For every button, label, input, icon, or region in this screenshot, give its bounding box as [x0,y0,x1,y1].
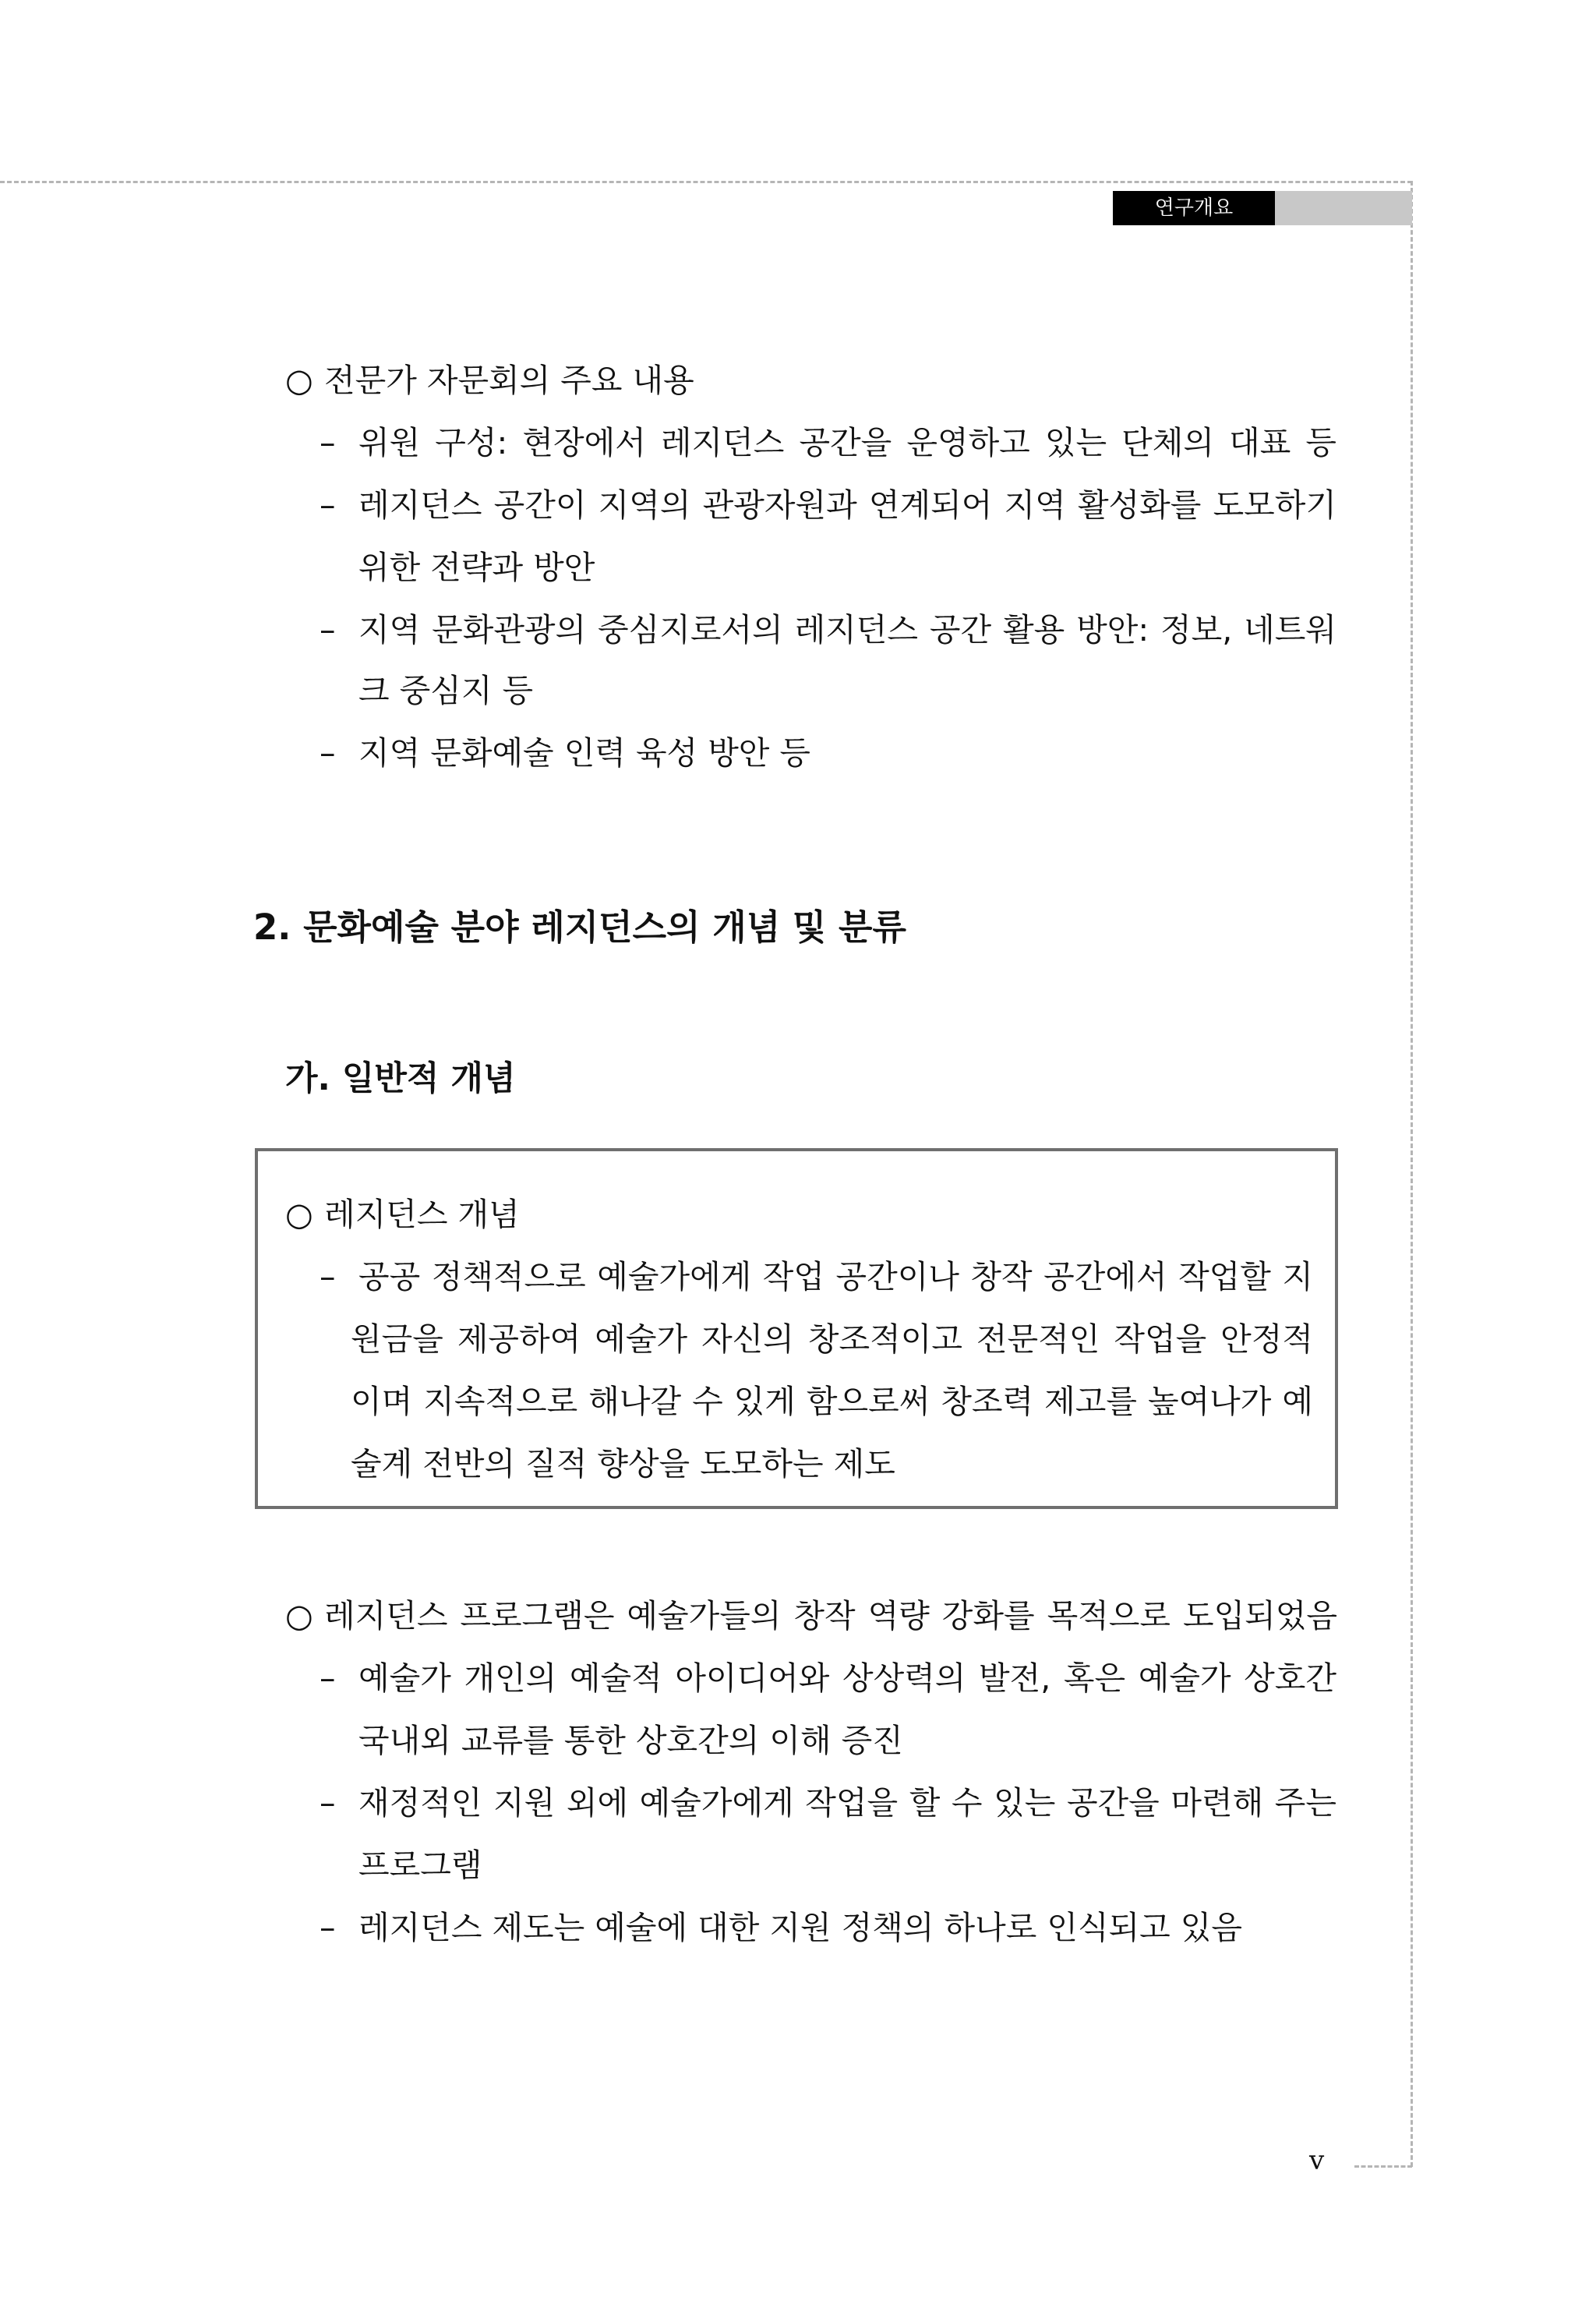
concept-box-line-4: 술계 전반의 질적 향상을 도모하는 제도 [351,1445,895,1483]
concept-box-line-1: – 공공 정책적으로 예술가에게 작업 공간이나 창작 공간에서 작업할 지 [320,1255,1313,1299]
bottom-dashed-border [1354,2165,1412,2168]
dash-bullet: – [320,424,336,461]
page-number: v [1309,2145,1325,2176]
section1-item-3: – 지역 문화관광의 중심지로서의 레지던스 공간 활용 방안: 정보, 네트워 [320,608,1336,652]
section1-item-2: – 레지던스 공간이 지역의 관광자원과 연계되어 지역 활성화를 도모하기 [320,483,1336,527]
dash-bullet: – [320,734,336,772]
concept-box-line-2: 원금을 제공하여 예술가 자신의 창조적이고 전문적인 작업을 안정적 [351,1320,1313,1358]
section2-title: ○ 레지던스 프로그램은 예술가들의 창작 역량 강화를 목적으로 도입되었음 [285,1594,1337,1638]
top-dashed-border [0,181,1412,183]
right-dashed-border [1411,181,1413,2167]
circle-bullet: ○ [285,1196,313,1233]
dash-bullet: – [320,486,336,524]
section2-item-2-cont: 프로그램 [358,1847,482,1884]
concept-box-line-3: 이며 지속적으로 해나갈 수 있게 함으로써 창조력 제고를 높여나가 예 [351,1383,1313,1420]
circle-bullet: ○ [285,1597,313,1635]
section-header-label: 연구개요 [1113,191,1275,225]
circle-bullet: ○ [285,362,313,399]
dash-bullet: – [320,1909,336,1946]
section-header-tab [1113,191,1412,225]
section-heading-2: 2. 문화예술 분야 레지던스의 개념 및 분류 [253,907,906,948]
dash-bullet: – [320,611,336,649]
section2-item-1: – 예술가 개인의 예술적 아이디어와 상상력의 발전, 혹은 예술가 상호간 [320,1656,1336,1700]
dash-bullet: – [320,1258,336,1295]
section2-item-1-cont: 국내외 교류를 통한 상호간의 이해 증진 [358,1722,903,1759]
section1-title: ○ 전문가 자문회의 주요 내용 [285,359,694,402]
section1-item-4: – 지역 문화예술 인력 육성 방안 등 [320,731,810,775]
concept-box-title: ○ 레지던스 개념 [285,1193,520,1236]
dash-bullet: – [320,1784,336,1822]
subsection-heading: 가. 일반적 개념 [285,1059,516,1098]
section2-item-3: – 레지던스 제도는 예술에 대한 지원 정책의 하나로 인식되고 있음 [320,1906,1242,1949]
dash-bullet: – [320,1659,336,1697]
section-header-bar [1275,191,1412,225]
section1-item-1: – 위원 구성: 현장에서 레지던스 공간을 운영하고 있는 단체의 대표 등 [320,421,1336,465]
section1-item-3-cont: 크 중심지 등 [358,672,534,709]
section2-item-2: – 재정적인 지원 외에 예술가에게 작업을 할 수 있는 공간을 마련해 주는 [320,1781,1336,1825]
section1-item-2-cont: 위한 전략과 방안 [358,549,595,586]
